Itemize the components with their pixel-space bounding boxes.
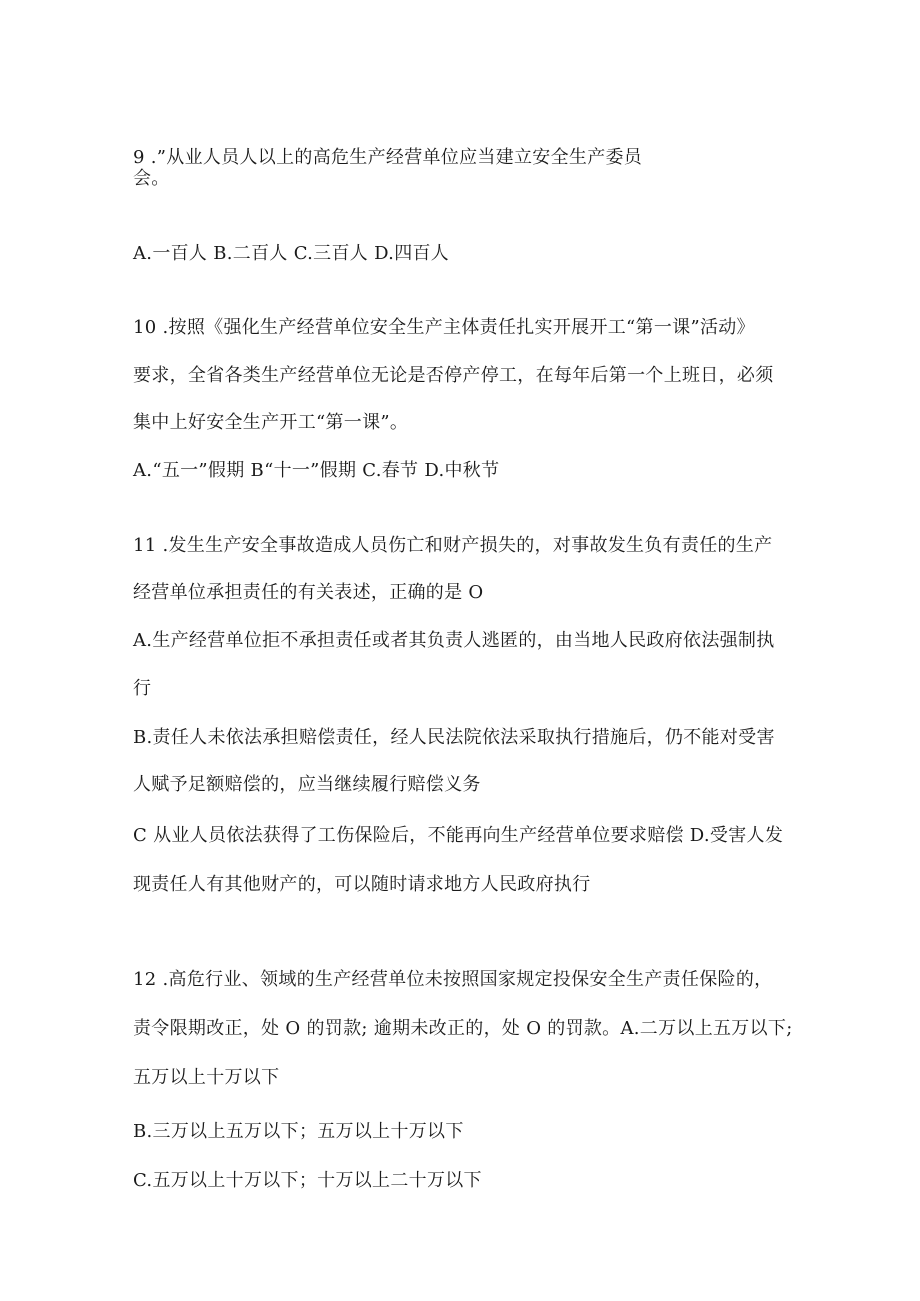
question-10-stem-line-1: 10 .按照《强化生产经营单位安全生产主体责任扎实开展开工“第一课”活动》 (133, 317, 755, 338)
question-12-option-a-line-2: 五万以上十万以下 (133, 1067, 280, 1088)
question-10-options: A.“五一”假期 B“十一”假期 C.春节 D.中秋节 (133, 460, 500, 481)
question-10-stem-line-3: 集中上好安全生产开工“第一课”。 (133, 412, 409, 433)
question-11-option-cd-line-2: 现责任人有其他财产的，可以随时请求地方人民政府执行 (133, 874, 591, 895)
question-9-stem-line-2: 会。 (133, 168, 170, 189)
question-9-options: A.一百人 B.二百人 C.三百人 D.四百人 (133, 243, 450, 264)
question-12-option-b: B.三万以上五万以下；五万以上十万以下 (133, 1121, 464, 1142)
question-11-option-b-line-2: 人赋予足额赔偿的，应当继续履行赔偿义务 (133, 774, 481, 795)
question-11-option-a-line-1: A.生产经营单位拒不承担责任或者其负责人逃匿的，由当地人民政府依法强制执 (133, 630, 775, 651)
question-9-stem-line-1: 9 .”从业人员人以上的高危生产经营单位应当建立安全生产委员 (133, 147, 643, 168)
question-12-stem-line-2: 责令限期改正，处 O 的罚款; 逾期未改正的，处 O 的罚款。A.二万以上五万以下; (133, 1018, 793, 1039)
question-11-stem-line-2: 经营单位承担责任的有关表述，正确的是 O (133, 582, 484, 603)
question-11-option-cd-line-1: C 从业人员依法获得了工伤保险后，不能再向生产经营单位要求赔偿 D.受害人发 (133, 825, 784, 846)
question-11-option-b-line-1: B.责任人未依法承担赔偿责任，经人民法院依法采取执行措施后，仍不能对受害 (133, 727, 775, 748)
question-10-stem-line-2: 要求，全省各类生产经营单位无论是否停产停工，在每年后第一个上班日，必须 (133, 365, 774, 386)
question-12-option-c: C.五万以上十万以下；十万以上二十万以下 (133, 1170, 482, 1191)
question-11-stem-line-1: 11 .发生生产安全事故造成人员伤亡和财产损失的，对事故发生负有责任的生产 (133, 535, 773, 556)
question-12-stem-line-1: 12 .高危行业、领域的生产经营单位未按照国家规定投保安全生产责任保险的， (133, 969, 773, 990)
question-11-option-a-line-2: 行 (133, 678, 152, 699)
